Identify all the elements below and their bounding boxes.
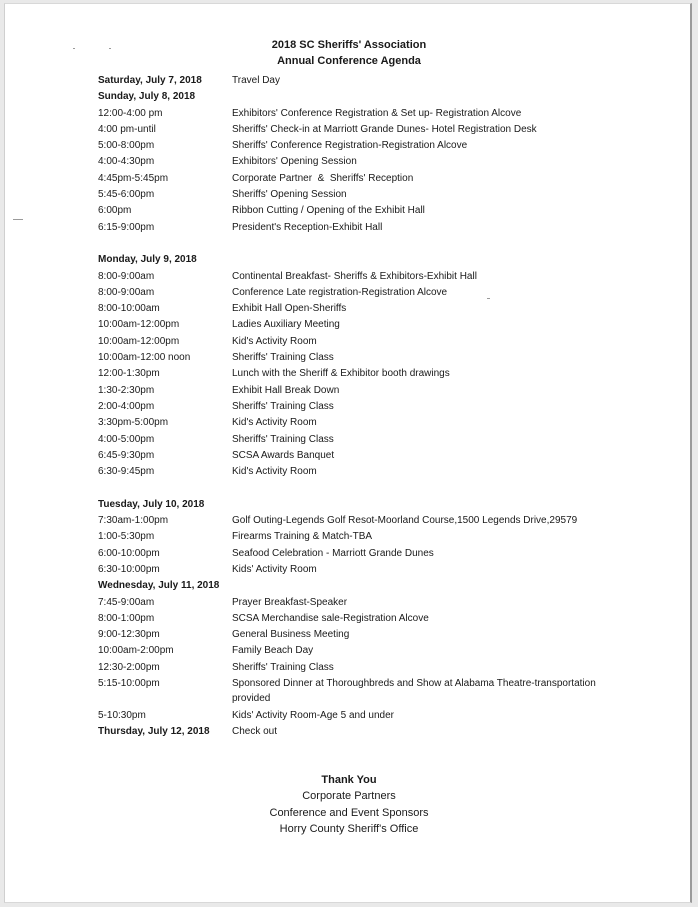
time: 10:00am-12:00pm bbox=[98, 335, 180, 347]
day-heading: Saturday, July 7, 2018 bbox=[98, 75, 202, 86]
agenda-row bbox=[98, 138, 678, 154]
agenda-row bbox=[98, 643, 678, 659]
agenda-row bbox=[98, 513, 678, 529]
activity: Travel Day bbox=[232, 75, 280, 86]
agenda-row bbox=[98, 301, 678, 317]
activity: Exhibitors' Conference Registration & Set up- Registration Alcove bbox=[232, 107, 522, 119]
agenda-row bbox=[98, 660, 678, 676]
time: 6:15-9:00pm bbox=[98, 221, 155, 233]
activity: Kid's Activity Room bbox=[232, 417, 317, 429]
time: 8:00-9:00am bbox=[98, 270, 155, 282]
activity: Sheriffs' Training Class bbox=[232, 400, 334, 412]
agenda-row-wrapped bbox=[98, 676, 678, 708]
time: 7:45-9:00am bbox=[98, 596, 155, 608]
activity: Kids' Activity Room bbox=[232, 563, 317, 575]
time: 4:00-5:00pm bbox=[98, 433, 155, 445]
agenda-row bbox=[98, 562, 678, 578]
activity: Exhibitors' Opening Session bbox=[232, 156, 357, 168]
activity: Continental Breakfast- Sheriffs & Exhibitors-Exhibit Hall bbox=[232, 270, 477, 282]
time: 7:30am-1:00pm bbox=[98, 515, 169, 527]
agenda-row bbox=[98, 432, 678, 448]
time: 5:00-8:00pm bbox=[98, 140, 155, 152]
time: 12:00-4:00 pm bbox=[98, 107, 163, 119]
agenda-row bbox=[98, 546, 678, 562]
thanks-line: Horry County Sheriff's Office bbox=[279, 823, 419, 835]
time: 12:30-2:00pm bbox=[98, 661, 160, 673]
activity: Family Beach Day bbox=[232, 645, 314, 657]
time: 12:00-1:30pm bbox=[98, 368, 160, 380]
activity: Exhibit Hall Break Down bbox=[232, 384, 340, 396]
agenda-row bbox=[98, 334, 678, 350]
time: 6:00pm bbox=[98, 205, 132, 217]
agenda-row bbox=[98, 106, 678, 122]
agenda-row bbox=[98, 595, 678, 611]
thank-you-section bbox=[5, 772, 693, 838]
agenda-row bbox=[98, 350, 678, 366]
agenda-row bbox=[98, 122, 678, 138]
document-page bbox=[4, 3, 692, 903]
agenda-row bbox=[98, 529, 678, 545]
time: 5-10:30pm bbox=[98, 709, 146, 721]
agenda-row bbox=[98, 187, 678, 203]
activity: Conference Late registration-Registration Alcove bbox=[232, 286, 448, 298]
agenda-row bbox=[98, 415, 678, 431]
activity: Corporate Partner & Sheriffs' Reception bbox=[232, 172, 414, 184]
time: 1:30-2:30pm bbox=[98, 384, 155, 396]
activity: Sheriffs' Check-in at Marriott Grande Dunes- Hotel Registration Desk bbox=[232, 123, 537, 135]
time: 5:45-6:00pm bbox=[98, 189, 155, 201]
time: 2:00-4:00pm bbox=[98, 400, 155, 412]
time: 6:30-10:00pm bbox=[98, 563, 160, 575]
day-heading: Thursday, July 12, 2018 bbox=[98, 726, 210, 738]
time: 10:00am-12:00 noon bbox=[98, 352, 191, 364]
agenda-row bbox=[98, 154, 678, 170]
activity: SCSA Merchandise sale-Registration Alcove bbox=[232, 612, 429, 624]
time: 6:45-9:30pm bbox=[98, 449, 155, 461]
agenda-body bbox=[98, 73, 678, 741]
day-heading: Tuesday, July 10, 2018 bbox=[98, 498, 205, 510]
header-title-line2: Annual Conference Agenda bbox=[277, 55, 421, 67]
time: 6:00-10:00pm bbox=[98, 547, 160, 559]
activity: Ladies Auxiliary Meeting bbox=[232, 319, 340, 331]
time: 8:00-1:00pm bbox=[98, 612, 155, 624]
agenda-row bbox=[98, 171, 678, 187]
time: 3:30pm-5:00pm bbox=[98, 417, 169, 429]
activity: Check out bbox=[232, 726, 278, 738]
agenda-row bbox=[98, 724, 678, 740]
header-title-line1: 2018 SC Sheriffs' Association bbox=[271, 39, 427, 51]
activity: Lunch with the Sheriff & Exhibitor booth drawings bbox=[232, 368, 450, 380]
activity: SCSA Awards Banquet bbox=[232, 449, 335, 461]
time: 1:00-5:30pm bbox=[98, 531, 155, 543]
time: 4:45pm-5:45pm bbox=[98, 172, 169, 184]
agenda-row bbox=[98, 448, 678, 464]
day-heading: Wednesday, July 11, 2018 bbox=[98, 580, 220, 592]
thanks-line: Conference and Event Sponsors bbox=[269, 806, 429, 819]
agenda-row bbox=[98, 366, 678, 382]
activity: Kids' Activity Room-Age 5 and under bbox=[232, 709, 394, 721]
time: 10:00am-2:00pm bbox=[98, 645, 174, 657]
day-heading: Monday, July 9, 2018 bbox=[98, 254, 197, 266]
activity: Sheriffs' Training Class bbox=[232, 661, 334, 673]
agenda-row bbox=[98, 627, 678, 643]
activity: Firearms Training & Match-TBA bbox=[232, 531, 373, 543]
agenda-header bbox=[5, 37, 693, 69]
activity: Sheriffs' Opening Session bbox=[232, 189, 347, 201]
agenda-row bbox=[98, 611, 678, 627]
activity: Kid's Activity Room bbox=[232, 335, 317, 347]
agenda-row bbox=[98, 203, 678, 219]
time: 4:00-4:30pm bbox=[98, 156, 155, 168]
time: 8:00-10:00am bbox=[98, 303, 160, 315]
thank-you-title: Thank You bbox=[321, 774, 377, 786]
activity: General Business Meeting bbox=[232, 629, 350, 641]
agenda-row bbox=[98, 285, 678, 301]
thanks-line: Corporate Partners bbox=[302, 790, 396, 802]
activity: Sheriffs' Conference Registration-Registration Alcove bbox=[232, 140, 468, 152]
time: 4:00 pm-until bbox=[98, 123, 156, 135]
agenda-row bbox=[98, 708, 678, 724]
activity: Prayer Breakfast-Speaker bbox=[232, 596, 348, 608]
activity: Sheriffs' Training Class bbox=[232, 352, 334, 364]
time: 8:00-9:00am bbox=[98, 286, 155, 298]
activity: Sponsored Dinner at Thoroughbreds and Show at Alabama Theatre-transportation provided bbox=[232, 677, 596, 704]
time: 9:00-12:30pm bbox=[98, 629, 160, 641]
activity: President's Reception-Exhibit Hall bbox=[232, 221, 383, 233]
activity: Seafood Celebration - Marriott Grande Dunes bbox=[232, 547, 434, 559]
agenda-row bbox=[98, 383, 678, 399]
agenda-row bbox=[98, 220, 678, 236]
agenda-row bbox=[98, 317, 678, 333]
agenda-row bbox=[98, 464, 678, 480]
activity: Kid's Activity Room bbox=[232, 466, 317, 478]
activity: Ribbon Cutting / Opening of the Exhibit Hall bbox=[232, 205, 425, 217]
time: 10:00am-12:00pm bbox=[98, 319, 180, 331]
agenda-row bbox=[98, 269, 678, 285]
time: 6:30-9:45pm bbox=[98, 466, 155, 478]
activity: Golf Outing-Legends Golf Resot-Moorland Course,1500 Legends Drive,29579 bbox=[232, 515, 578, 527]
agenda-row bbox=[98, 399, 678, 415]
activity: Exhibit Hall Open-Sheriffs bbox=[232, 303, 347, 315]
scan-speck bbox=[13, 219, 23, 220]
activity: Sheriffs' Training Class bbox=[232, 433, 334, 445]
time: 5:15-10:00pm bbox=[98, 677, 160, 689]
day-heading: Sunday, July 8, 2018 bbox=[98, 91, 196, 103]
